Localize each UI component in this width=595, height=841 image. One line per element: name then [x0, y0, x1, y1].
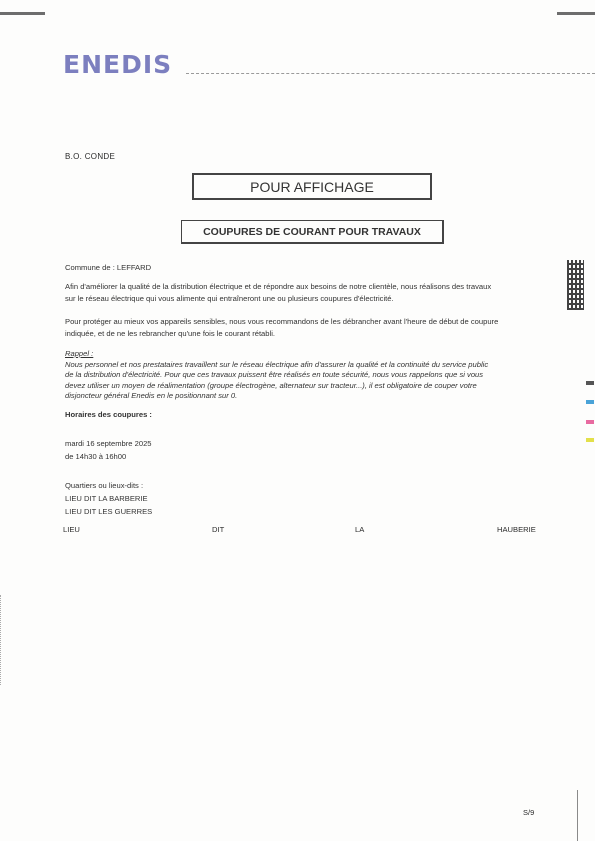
protect-line: indiquée, et de ne les rebrancher qu'une fois le courant rétabli.	[65, 329, 275, 338]
address-word: LIEU	[63, 525, 80, 534]
quarters-heading: Quartiers ou lieux-dits :	[65, 481, 144, 490]
commune-line	[65, 262, 151, 274]
enedis-logo: ENEDIS	[63, 50, 173, 79]
cut-date: mardi 16 septembre 2025	[65, 439, 152, 448]
rappel-line: de la distribution d'électricité. Pour que ces travaux puissent être réalisés en toute sécurité, nous vous rappelons que si vous	[65, 370, 484, 379]
scan-mark-left	[0, 12, 45, 15]
address-word: LA	[355, 525, 365, 534]
intro-line: sur le réseau électrique qui vous alimente qui entraîneront une ou plusieurs coupures d'électricité.	[65, 294, 394, 303]
rappel-line: Nous personnel et nos prestataires travaillent sur le réseau électrique afin d'assurer la qualité et la continuité du service public	[65, 359, 489, 369]
protect-line: Pour protéger au mieux vos appareils sensibles, nous vous recommandons de les débrancher avant l'heure de début de coupure	[65, 317, 499, 326]
rappel-line: devez utiliser un moyen de réalimentation (groupe électrogène, alternateur sur tracteur...), il est obligatoire de couper votre	[65, 380, 477, 390]
address-word: HAUBERIE	[497, 525, 536, 534]
color-swatch	[586, 438, 594, 442]
rappel-line: disjoncteur général Enedis en le positionnant sur 0.	[65, 391, 238, 400]
scan-mark-right	[557, 12, 595, 15]
color-swatch	[586, 420, 594, 424]
rappel-paragraph	[65, 349, 488, 402]
barcode-icon	[567, 260, 584, 310]
schedule	[65, 437, 152, 463]
place-item: LIEU DIT LA BARBERIE	[65, 494, 148, 503]
address-word: DIT	[212, 525, 225, 534]
hours-heading	[65, 409, 152, 421]
color-swatch	[586, 381, 594, 385]
scan-mark-bottom	[577, 790, 578, 841]
agency-label: B.O. CONDE	[65, 152, 116, 161]
color-swatch	[586, 400, 594, 404]
page-subtitle: COUPURES DE COURANT POUR TRAVAUX	[181, 220, 444, 244]
page-number: S/9	[523, 808, 535, 817]
rappel-title: Rappel :	[65, 349, 94, 358]
page-title: POUR AFFICHAGE	[192, 173, 432, 200]
intro-paragraph	[65, 281, 491, 305]
intro-line: Afin d'améliorer la qualité de la distribution électrique et de répondre aux besoins de notre clientèle, nous réalisons des travaux	[65, 282, 492, 291]
commune-text: Commune de : LEFFARD	[65, 263, 152, 272]
margin-mark	[0, 595, 5, 685]
hours-heading-text: Horaires des coupures :	[65, 410, 152, 419]
header-rule	[186, 73, 595, 74]
place-item: LIEU DIT LES GUERRES	[65, 507, 153, 516]
places-list	[65, 479, 152, 518]
protect-paragraph	[65, 316, 498, 340]
cut-time: de 14h30 à 16h00	[65, 452, 127, 461]
